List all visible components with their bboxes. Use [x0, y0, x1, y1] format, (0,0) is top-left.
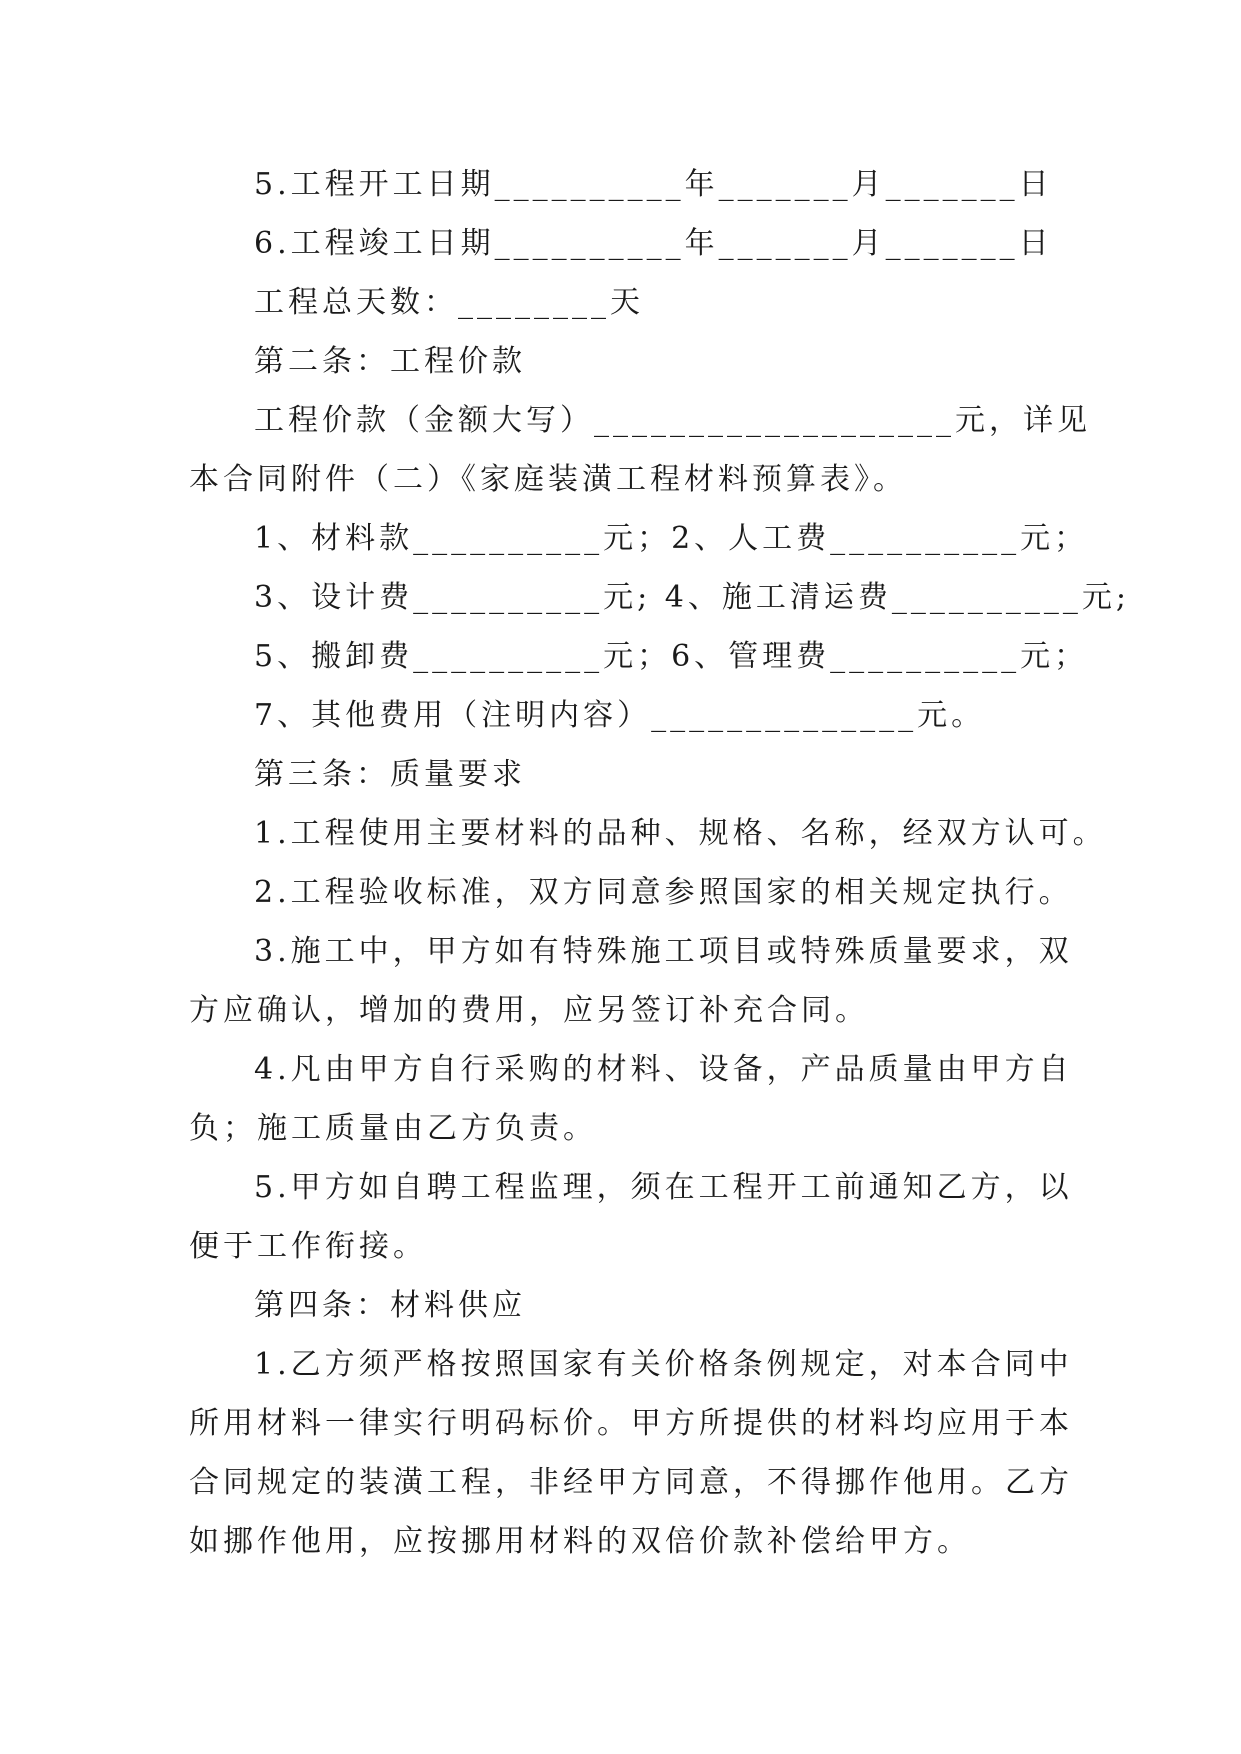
quality-item-3-line-2: 方应确认，增加的费用，应另签订补充合同。	[189, 993, 869, 1028]
supply-item-1-line-2: 所用材料一律实行明码标价。甲方所提供的材料均应用于本	[189, 1406, 1073, 1441]
quality-item-2: 2.工程验收标准，双方同意参照国家的相关规定执行。	[254, 875, 1073, 910]
cost-item-7: 7、其他费用（注明内容）______________元。	[254, 698, 986, 733]
quality-item-5-line-1: 5.甲方如自聘工程监理，须在工程开工前通知乙方，以	[254, 1170, 1073, 1205]
clause-start-date: 5.工程开工日期__________年_______月_______日	[254, 167, 1053, 202]
price-line-2: 本合同附件（二）《家庭装潢工程材料预算表》。	[189, 462, 907, 497]
cost-items-1-2: 1、材料款__________元；2、人工费__________元；	[254, 521, 1089, 556]
supply-item-1-line-1: 1.乙方须严格按照国家有关价格条例规定，对本合同中	[254, 1347, 1073, 1382]
cost-items-3-4: 3、设计费__________元; 4、施工清运费__________元;	[254, 580, 1130, 615]
clause-completion-date: 6.工程竣工日期__________年_______月_______日	[254, 226, 1053, 261]
supply-item-1-line-3: 合同规定的装潢工程，非经甲方同意，不得挪作他用。乙方	[189, 1465, 1073, 1500]
supply-item-1-line-4: 如挪作他用，应按挪用材料的双倍价款补偿给甲方。	[189, 1524, 971, 1559]
price-line-1: 工程价款（金额大写）___________________元，详见	[254, 403, 1091, 438]
quality-item-3-line-1: 3.施工中，甲方如有特殊施工项目或特殊质量要求，双	[254, 934, 1073, 969]
quality-item-4-line-2: 负；施工质量由乙方负责。	[189, 1111, 597, 1146]
clause-total-days: 工程总天数：________天	[254, 285, 644, 320]
quality-item-5-line-2: 便于工作衔接。	[189, 1229, 427, 1264]
article-3-heading: 第三条：质量要求	[254, 757, 526, 792]
article-4-heading: 第四条：材料供应	[254, 1288, 526, 1323]
quality-item-1: 1.工程使用主要材料的品种、规格、名称，经双方认可。	[254, 816, 1107, 851]
quality-item-4-line-1: 4.凡由甲方自行采购的材料、设备，产品质量由甲方自	[254, 1052, 1073, 1087]
cost-items-5-6: 5、搬卸费__________元；6、管理费__________元；	[254, 639, 1089, 674]
article-2-heading: 第二条：工程价款	[254, 344, 526, 379]
